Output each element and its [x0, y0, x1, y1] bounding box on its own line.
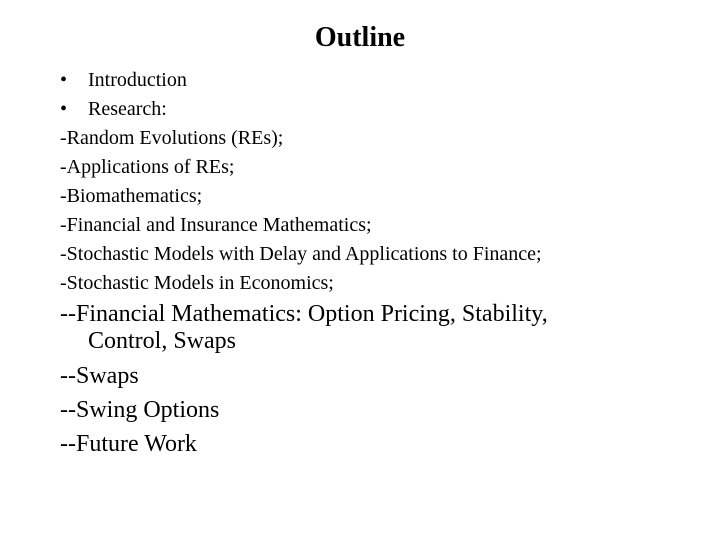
bullet-item-introduction: [60, 68, 187, 92]
research-item-biomathematics: -Biomathematics;: [60, 185, 203, 207]
topic-financial-mathematics: --Financial Mathematics: Option Pricing, Stability,: [60, 301, 548, 327]
research-item-financial-insurance: -Financial and Insurance Mathematics;: [60, 214, 372, 236]
research-item-stochastic-delay: -Stochastic Models with Delay and Applications to Finance;: [60, 243, 542, 265]
bullet-item-research: [60, 97, 167, 121]
research-item-random-evolutions: -Random Evolutions (REs);: [60, 127, 284, 149]
topic-swaps: --Swaps: [60, 363, 139, 389]
research-item-stochastic-economics: -Stochastic Models in Economics;: [60, 272, 334, 294]
slide-title: Outline: [314, 22, 406, 53]
bullet-text: Introduction: [88, 69, 187, 91]
topic-swing-options: --Swing Options: [60, 397, 220, 423]
bullet-icon: •: [60, 69, 68, 91]
bullet-text: Research:: [88, 98, 167, 120]
topic-future-work: --Future Work: [60, 431, 197, 457]
bullet-icon: •: [60, 98, 68, 120]
topic-financial-mathematics-continued: Control, Swaps: [88, 328, 237, 354]
research-item-applications: -Applications of REs;: [60, 156, 235, 178]
